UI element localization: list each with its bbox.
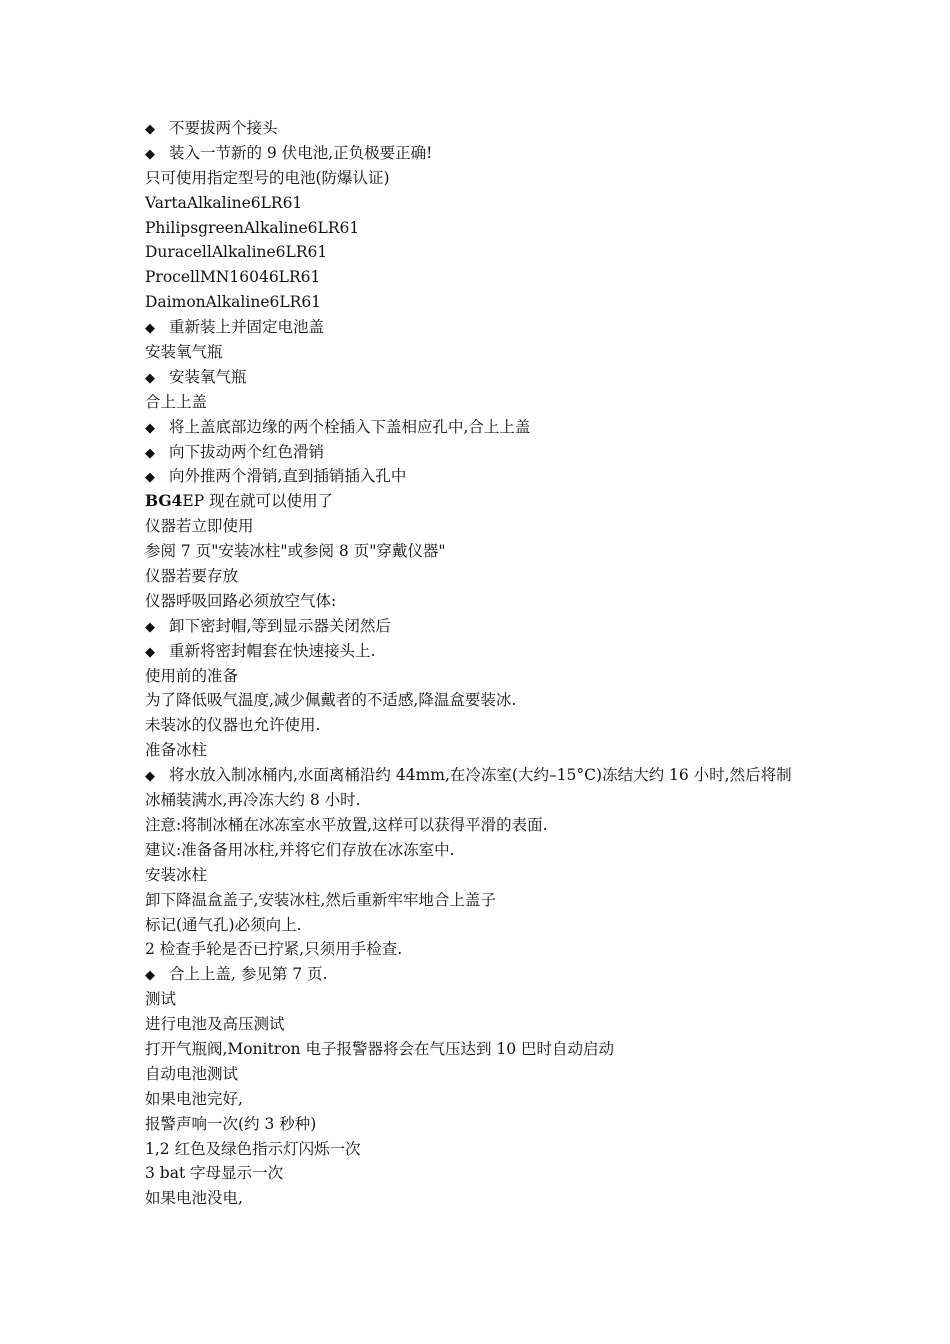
- line-text: 安装冰柱: [145, 865, 208, 884]
- text-line: [145, 664, 835, 689]
- line-text: 装入一节新的 9 伏电池,正负极要正确!: [169, 143, 433, 162]
- text-line: [145, 713, 835, 738]
- bullet-list-item: [145, 962, 835, 987]
- line-text: 安装氧气瓶: [169, 367, 247, 386]
- line-text: 报警声响一次(约 3 秒种): [145, 1114, 317, 1133]
- line-text: 参阅 7 页"安装冰柱"或参阅 8 页"穿戴仪器": [145, 542, 446, 561]
- line-text: ProcellMN16046LR61: [145, 268, 321, 287]
- line-text: VartaAlkaline6LR61: [145, 193, 303, 212]
- line-text: 合上上盖: [145, 392, 208, 411]
- text-line: [145, 1087, 835, 1112]
- line-text: 打开气瓶阀,Monitron 电子报警器将会在气压达到 10 巴时自动启动: [145, 1039, 615, 1058]
- diamond-bullet-icon: ◆: [145, 445, 155, 461]
- text-line: [145, 514, 835, 539]
- text-line: [145, 888, 835, 913]
- text-line: [145, 838, 835, 863]
- text-line: [145, 1062, 835, 1087]
- bullet-list-item: [145, 763, 835, 788]
- line-text: 建议:准备备用冰柱,并将它们存放在冰冻室中.: [145, 840, 455, 859]
- line-text: 2 检查手轮是否已拧紧,只须用手检查.: [145, 940, 403, 959]
- text-line: [145, 1186, 835, 1211]
- text-line: [145, 539, 835, 564]
- document-body: [145, 116, 835, 1211]
- line-text: 重新装上并固定电池盖: [169, 318, 325, 337]
- bullet-list-item: [145, 464, 835, 489]
- diamond-bullet-icon: ◆: [145, 420, 155, 436]
- diamond-bullet-icon: ◆: [145, 321, 155, 337]
- text-line: [145, 265, 835, 290]
- text-line: [145, 1137, 835, 1162]
- line-text: 如果电池没电,: [145, 1189, 243, 1208]
- text-line: [145, 340, 835, 365]
- bullet-list-item: [145, 415, 835, 440]
- diamond-bullet-icon: ◆: [145, 146, 155, 162]
- line-text: 测试: [145, 990, 177, 1009]
- line-text: 1,2 红色及绿色指示灯闪烁一次: [145, 1139, 361, 1158]
- line-text: 只可使用指定型号的电池(防爆认证): [145, 168, 390, 187]
- line-text: 仪器呼吸回路必须放空气体:: [145, 591, 337, 610]
- text-line: [145, 1037, 835, 1062]
- line-text: 如果电池完好,: [145, 1089, 243, 1108]
- line-text: 重新将密封帽套在快速接头上.: [169, 641, 376, 660]
- diamond-bullet-icon: ◆: [145, 122, 155, 137]
- text-line: [145, 738, 835, 763]
- bullet-list-item: [145, 315, 835, 340]
- text-line: [145, 489, 835, 514]
- bullet-list-item: [145, 116, 835, 141]
- line-text: 向下拔动两个红色滑销: [169, 442, 325, 461]
- text-line: [145, 564, 835, 589]
- text-line: [145, 390, 835, 415]
- text-line: [145, 166, 835, 191]
- line-text: 卸下密封帽,等到显示器关闭然后: [169, 616, 391, 635]
- text-line: [145, 1012, 835, 1037]
- text-line: [145, 240, 835, 265]
- line-text: 为了降低吸气温度,减少佩戴者的不适感,降温盒要装冰.: [145, 691, 517, 710]
- text-line: [145, 1161, 835, 1186]
- text-line: [145, 191, 835, 216]
- line-text: 使用前的准备: [145, 666, 239, 685]
- bullet-list-item: [145, 614, 835, 639]
- text-line: [145, 688, 835, 713]
- line-text: 注意:将制冰桶在冰冻室水平放置,这样可以获得平滑的表面.: [145, 815, 548, 834]
- bullet-list-item: [145, 440, 835, 465]
- bold-text: BG4: [145, 491, 183, 511]
- line-text: 仪器若要存放: [145, 567, 239, 586]
- bullet-list-item: [145, 639, 835, 664]
- line-text: PhilipsgreenAlkaline6LR61: [145, 218, 360, 237]
- line-text: 进行电池及高压测试: [145, 1015, 285, 1034]
- text-line: [145, 788, 835, 813]
- line-text: 安装氧气瓶: [145, 343, 223, 362]
- line-text: 仪器若立即使用: [145, 517, 254, 536]
- line-text: 准备冰柱: [145, 741, 208, 760]
- line-text: EP 现在就可以使用了: [182, 492, 334, 511]
- diamond-bullet-icon: ◆: [145, 370, 155, 386]
- text-line: [145, 216, 835, 241]
- bullet-list-item: [145, 365, 835, 390]
- diamond-bullet-icon: ◆: [145, 470, 155, 486]
- diamond-bullet-icon: ◆: [145, 619, 155, 635]
- text-line: [145, 863, 835, 888]
- text-line: [145, 1112, 835, 1137]
- line-text: 自动电池测试: [145, 1064, 239, 1083]
- line-text: 将上盖底部边缘的两个栓插入下盖相应孔中,合上上盖: [169, 417, 531, 436]
- line-text: 不要拔两个接头: [169, 119, 278, 137]
- line-text: 3 bat 字母显示一次: [145, 1164, 284, 1183]
- text-line: [145, 937, 835, 962]
- diamond-bullet-icon: ◆: [145, 769, 155, 785]
- text-line: [145, 813, 835, 838]
- line-text: 向外推两个滑销,直到插销插入孔中: [169, 467, 407, 486]
- line-text: 未装冰的仪器也允许使用.: [145, 716, 321, 735]
- line-text: DaimonAlkaline6LR61: [145, 293, 322, 312]
- line-text: 卸下降温盒盖子,安装冰柱,然后重新牢牢地合上盖子: [145, 890, 496, 909]
- line-text: 将水放入制冰桶内,水面离桶沿约 44mm,在冷冻室(大约–15°C)冻结大约 16 小时,然后将制: [169, 766, 792, 785]
- text-line: [145, 589, 835, 614]
- text-line: [145, 913, 835, 938]
- bullet-list-item: [145, 141, 835, 166]
- diamond-bullet-icon: ◆: [145, 644, 155, 660]
- diamond-bullet-icon: ◆: [145, 968, 155, 984]
- text-line: [145, 290, 835, 315]
- text-line: [145, 987, 835, 1012]
- line-text: 合上上盖, 参见第 7 页.: [169, 965, 328, 984]
- line-text: DuracellAlkaline6LR61: [145, 243, 328, 262]
- line-text: 冰桶装满水,再冷冻大约 8 小时.: [145, 791, 361, 810]
- line-text: 标记(通气孔)必须向上.: [145, 915, 302, 934]
